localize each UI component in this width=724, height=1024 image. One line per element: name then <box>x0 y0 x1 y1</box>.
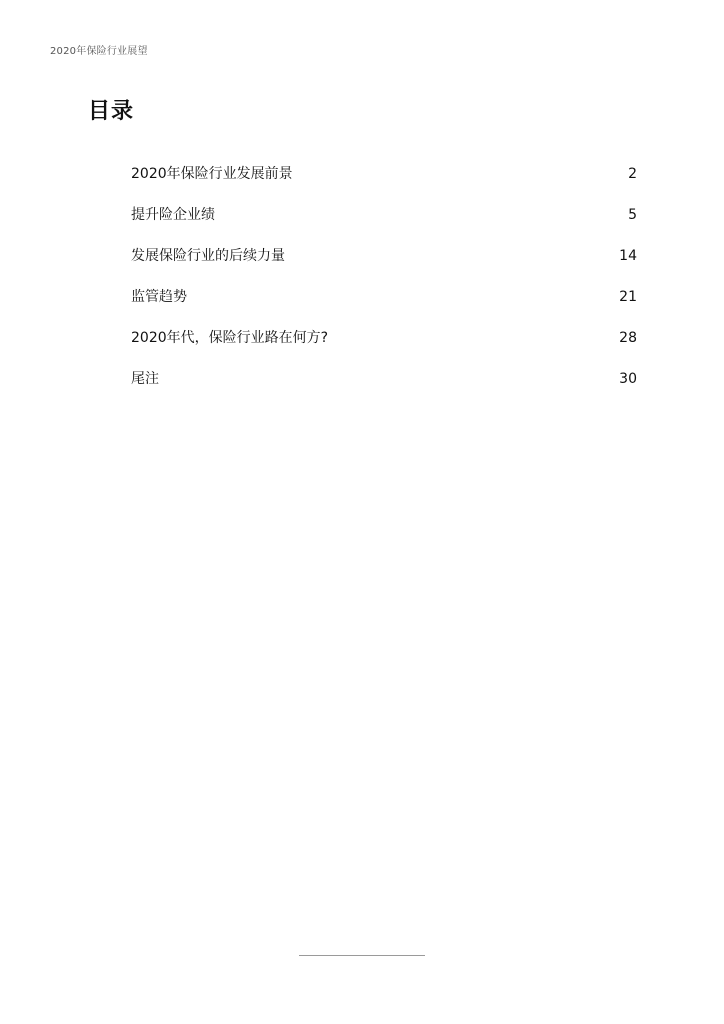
toc-entry-title: 提升险企业绩 <box>131 207 215 223</box>
footer-divider <box>299 955 425 956</box>
toc-entry-title: 监管趋势 <box>131 289 187 305</box>
toc-entry-title: 2020年保险行业发展前景 <box>131 166 293 182</box>
toc-entry[interactable] <box>131 286 637 327</box>
toc-entry-title: 发展保险行业的后续力量 <box>131 248 285 264</box>
toc-entry[interactable] <box>131 368 637 409</box>
toc-entry-page-number: 28 <box>619 330 637 346</box>
toc-entry-page-number: 21 <box>619 289 637 305</box>
toc-entry-page-number: 30 <box>619 371 637 387</box>
toc-title: 目录 <box>88 99 135 124</box>
toc-entry-page-number: 2 <box>628 166 637 182</box>
toc-entry-page-number: 14 <box>619 248 637 264</box>
toc-entry-title: 2020年代，保险行业路在何方? <box>131 330 329 346</box>
table-of-contents <box>131 163 637 409</box>
toc-entry[interactable] <box>131 245 637 286</box>
toc-entry[interactable] <box>131 327 637 368</box>
running-header: 2020年保险行业展望 <box>50 46 148 57</box>
toc-entry-page-number: 5 <box>628 207 637 223</box>
toc-entry-title: 尾注 <box>131 371 159 387</box>
toc-entry[interactable] <box>131 163 637 204</box>
toc-entry[interactable] <box>131 204 637 245</box>
